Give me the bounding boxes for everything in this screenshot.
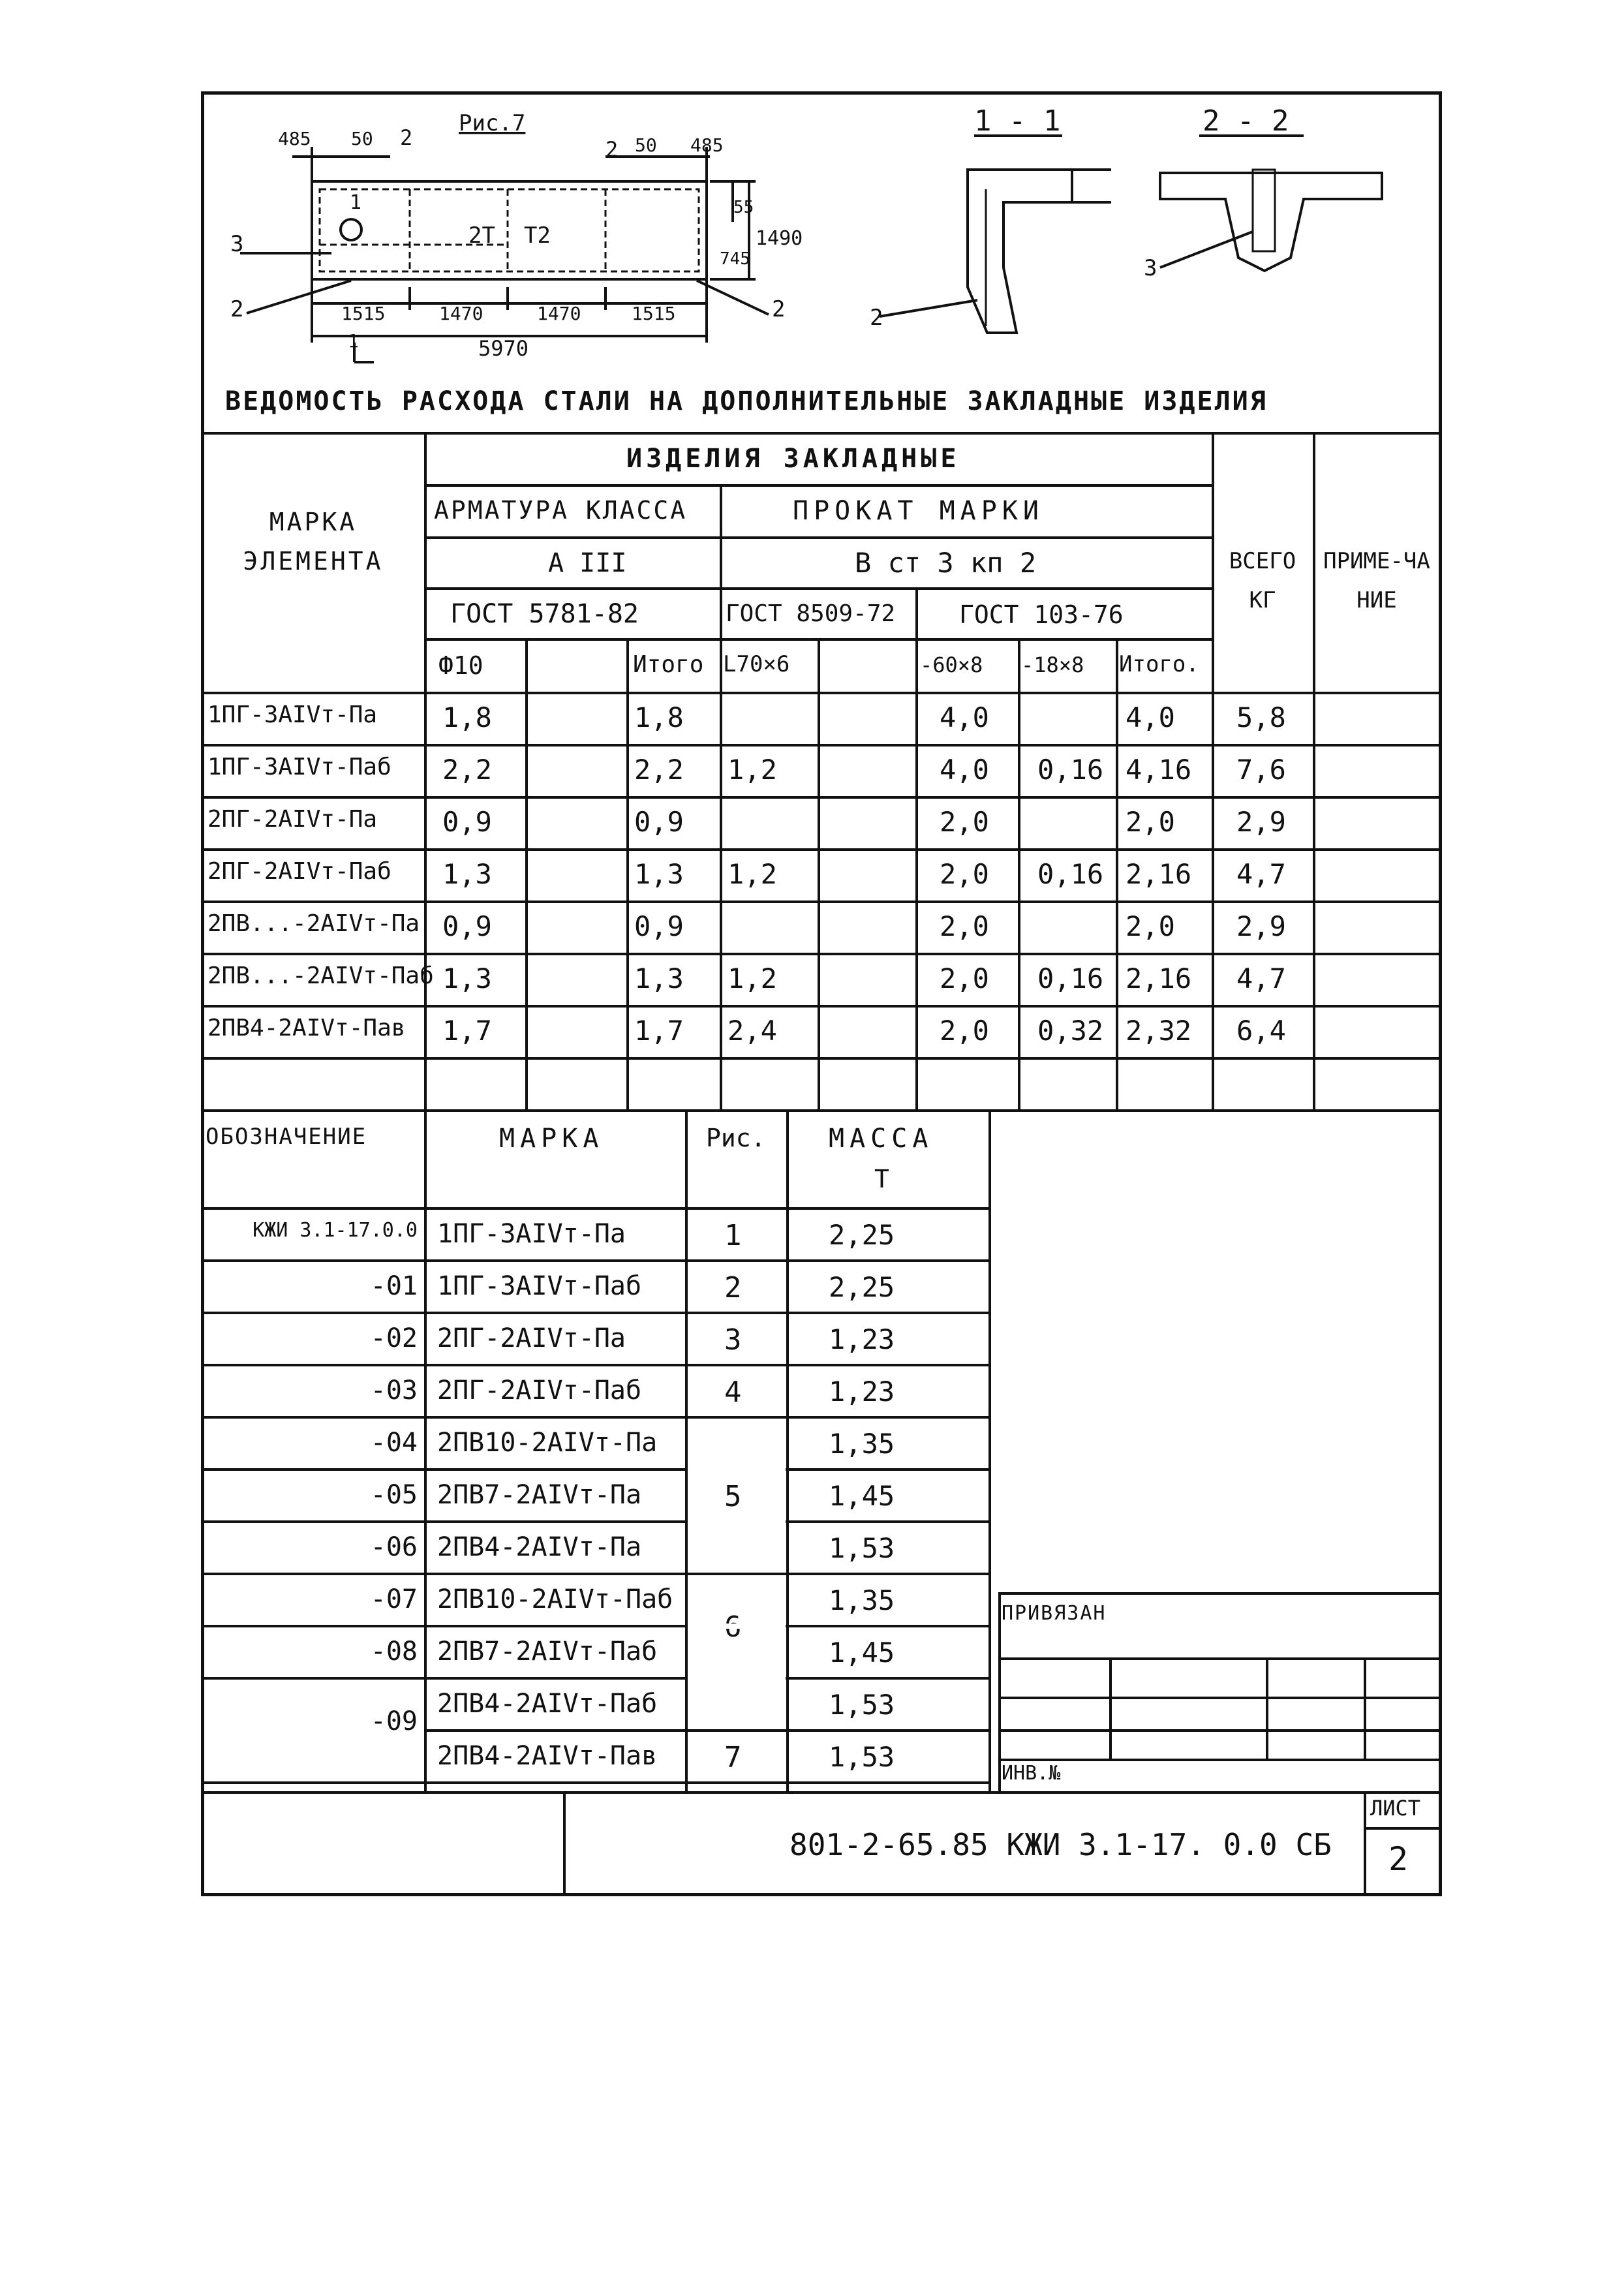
steel-cell: 0,9 — [442, 806, 492, 838]
steel-cell: 4,0 — [940, 754, 989, 786]
spec-hdr-mass: МАССА — [829, 1124, 934, 1154]
sub-l70: L70×6 — [723, 651, 790, 677]
spec-mark: 2ПГ-2АIVт-Па — [437, 1323, 626, 1353]
steel-cell: 6,4 — [1236, 1015, 1286, 1047]
steel-cell: 1,8 — [442, 701, 492, 733]
spec-designation: -06 — [370, 1532, 418, 1562]
steel-cell: 2,0 — [940, 806, 989, 838]
steel-row-mark: 2ПВ...-2АIVт-Па — [207, 910, 420, 937]
spec-designation: -09 — [370, 1706, 418, 1736]
spec-mass: 1,23 — [829, 1323, 895, 1355]
spec-designation: -04 — [370, 1428, 418, 1458]
sub-total-rolled: Итого. — [1119, 651, 1199, 677]
inner-label-2t: 2Т — [468, 223, 495, 249]
callout-2-right: 2 — [772, 296, 786, 322]
spec-mark: 2ПВ4-2АIVт-Паб — [437, 1689, 658, 1719]
slab-inner-outline — [320, 189, 699, 271]
spec-designation: -07 — [370, 1584, 418, 1614]
hdr-rebar: АРМАТУРА КЛАССА — [434, 496, 688, 525]
steel-cell: 2,9 — [1236, 806, 1286, 838]
steel-cell: 4,0 — [940, 701, 989, 733]
section-1-callout: 2 — [870, 305, 883, 331]
spec-fig: 3 — [724, 1323, 742, 1357]
stamp-sheet-label: ЛИСТ — [1370, 1796, 1421, 1821]
steel-cell: 0,16 — [1037, 754, 1104, 786]
steel-cell: 2,2 — [442, 754, 492, 786]
steel-row-mark: 2ПВ...-2АIVт-Паб — [207, 962, 434, 989]
spec-designation: -08 — [370, 1637, 418, 1667]
section-2-callout: 3 — [1144, 255, 1157, 281]
hdr-gost1: ГОСТ 8509-72 — [726, 600, 896, 627]
hdr-rebar-class: А III — [548, 548, 627, 578]
dim-bottom-3: 1470 — [537, 303, 581, 324]
stamp-sheet-number: 2 — [1388, 1840, 1409, 1878]
dim-top-left-2: 50 — [351, 128, 373, 149]
steel-row-mark: 1ПГ-3АIVт-Паб — [207, 754, 391, 780]
lifting-loop-mark — [341, 219, 361, 240]
sub-18x8: -18×8 — [1021, 653, 1084, 677]
spec-mark: 1ПГ-3АIVт-Па — [437, 1219, 626, 1249]
dim-bottom-4: 1515 — [632, 303, 676, 324]
inner-label-t2: Т2 — [524, 223, 551, 249]
steel-row-mark: 1ПГ-3АIVт-Па — [207, 701, 378, 728]
dim-right-55: 55 — [733, 198, 754, 217]
dim-right-745: 745 — [720, 249, 750, 269]
dim-total: 5970 — [478, 336, 529, 361]
steel-cell: 0,32 — [1037, 1015, 1104, 1047]
hdr-element: МАРКА ЭЛЕМЕНТА — [243, 508, 384, 576]
stamp-bound: ПРИВЯЗАН — [1002, 1602, 1107, 1625]
steel-cell: 2,0 — [940, 1015, 989, 1047]
stamp-doc-code: 801-2-65.85 КЖИ 3.1-17. 0.0 СБ — [789, 1827, 1332, 1862]
hdr-gost2: ГОСТ 103-76 — [959, 600, 1124, 629]
spec-hdr-mass-unit: Т — [874, 1165, 889, 1193]
spec-designation: -05 — [370, 1480, 418, 1510]
spec-designation: -01 — [370, 1271, 418, 1301]
steel-cell: 1,3 — [442, 962, 492, 994]
spec-mark: 2ПВ4-2АIVт-Пав — [437, 1741, 658, 1771]
spec-mark: 2ПВ4-2АIVт-Па — [437, 1532, 642, 1562]
spec-mark: 1ПГ-3АIVт-Паб — [437, 1271, 642, 1301]
steel-table-title: ВЕДОМОСТЬ РАСХОДА СТАЛИ НА ДОПОЛНИТЕЛЬНЫЕ ЗАКЛАДНЫЕ ИЗДЕЛИЯ — [225, 386, 1268, 416]
spec-mark: 2ПВ10-2АIVт-Па — [437, 1428, 658, 1458]
steel-cell: 1,7 — [442, 1015, 492, 1047]
sub-total-rebar: Итого — [633, 651, 704, 678]
steel-cell: 0,16 — [1037, 962, 1104, 994]
steel-row-mark: 2ПГ-2АIVт-Па — [207, 806, 378, 833]
steel-cell: 4,7 — [1236, 962, 1286, 994]
steel-cell: 4,0 — [1126, 701, 1175, 733]
dim-right-1490: 1490 — [756, 227, 803, 250]
steel-cell: 2,9 — [1236, 910, 1286, 942]
spec-mass: 2,25 — [829, 1219, 895, 1251]
steel-cell: 2,0 — [1126, 806, 1175, 838]
spec-mass: 1,45 — [829, 1637, 895, 1669]
steel-cell: 2,2 — [634, 754, 684, 786]
spec-mass: 1,35 — [829, 1428, 895, 1460]
steel-cell: 1,2 — [728, 754, 777, 786]
steel-cell: 2,0 — [940, 962, 989, 994]
hdr-rolled-grade: В ст 3 кп 2 — [855, 547, 1037, 579]
spec-designation: -02 — [370, 1323, 418, 1353]
hdr-note: ПРИМЕ-ЧАНИЕ — [1323, 548, 1430, 613]
steel-cell: 1,2 — [728, 962, 777, 994]
hdr-rolled: ПРОКАТ МАРКИ — [793, 496, 1044, 526]
spec-mark: 2ПВ7-2АIVт-Паб — [437, 1637, 658, 1667]
steel-cell: 4,16 — [1126, 754, 1192, 786]
reinforcement-drawing — [201, 91, 1442, 431]
dim-top-left-3: 2 — [400, 125, 413, 150]
steel-cell: 1,3 — [634, 858, 684, 890]
steel-cell: 1,3 — [442, 858, 492, 890]
spec-fig: 4 — [724, 1376, 742, 1409]
section-1-profile — [968, 170, 1072, 333]
steel-cell: 2,0 — [940, 858, 989, 890]
spec-mass: 2,25 — [829, 1271, 895, 1303]
steel-cell: 1,8 — [634, 701, 684, 733]
steel-cell: 2,4 — [728, 1015, 777, 1047]
spec-mass: 1,23 — [829, 1376, 895, 1408]
hdr-rebar-gost: ГОСТ 5781-82 — [450, 599, 639, 629]
dim-top-right-3: 485 — [690, 134, 724, 156]
spec-designation: КЖИ 3.1-17.0.0 — [253, 1219, 418, 1242]
slab-plan-outline — [312, 181, 707, 279]
steel-cell: 2,0 — [940, 910, 989, 942]
spec-mass: 1,53 — [829, 1532, 895, 1564]
callout-3: 3 — [230, 231, 244, 257]
inner-label-1: 1 — [350, 191, 362, 214]
spec-mark: 2ПВ10-2АIVт-Паб — [437, 1584, 673, 1614]
spec-mass: 1,53 — [829, 1741, 895, 1773]
steel-cell: 4,7 — [1236, 858, 1286, 890]
steel-cell: 0,9 — [442, 910, 492, 942]
steel-cell: 2,0 — [1126, 910, 1175, 942]
dim-top-right-1: 2 — [605, 137, 619, 162]
steel-row-mark: 2ПГ-2АIVт-Паб — [207, 858, 391, 885]
spec-mass: 1,53 — [829, 1689, 895, 1721]
steel-cell: 2,32 — [1126, 1015, 1192, 1047]
section-2-profile — [1160, 173, 1382, 271]
spec-mass: 1,45 — [829, 1480, 895, 1512]
dim-bottom-1: 1515 — [341, 303, 386, 324]
sub-phi10: Ф10 — [438, 651, 483, 680]
spec-designation: -03 — [370, 1376, 418, 1406]
steel-cell: 1,2 — [728, 858, 777, 890]
steel-cell: 0,9 — [634, 806, 684, 838]
spec-mark: 2ПГ-2АIVт-Паб — [437, 1376, 642, 1406]
stamp-inv: ИНВ.№ — [1002, 1762, 1061, 1785]
sub-60x8: -60×8 — [920, 653, 983, 677]
hdr-items: ИЗДЕЛИЯ ЗАКЛАДНЫЕ — [626, 444, 960, 474]
callout-2-left: 2 — [230, 296, 244, 322]
dim-top-left-1: 485 — [278, 128, 311, 149]
steel-cell: 0,16 — [1037, 858, 1104, 890]
section-1-label: 1 - 1 — [974, 104, 1061, 138]
steel-cell: 1,7 — [634, 1015, 684, 1047]
section-2-label: 2 - 2 — [1203, 104, 1289, 138]
hdr-total: ВСЕГО КГ — [1229, 548, 1296, 613]
steel-cell: 7,6 — [1236, 754, 1286, 786]
steel-cell: 2,16 — [1126, 858, 1192, 890]
spec-hdr-fig: Рис. — [706, 1124, 766, 1152]
steel-cell: 1,3 — [634, 962, 684, 994]
steel-cell: 5,8 — [1236, 701, 1286, 733]
dim-top-right-2: 50 — [635, 134, 657, 156]
section-mark: 1 — [348, 330, 359, 352]
dim-bottom-2: 1470 — [439, 303, 483, 324]
spec-fig: 7 — [724, 1741, 742, 1774]
spec-mass: 1,35 — [829, 1584, 895, 1616]
spec-mark: 2ПВ7-2АIVт-Па — [437, 1480, 642, 1510]
spec-hdr-designation: ОБОЗНАЧЕНИЕ — [206, 1124, 367, 1150]
fig-label: Рис.7 — [459, 110, 526, 136]
steel-cell: 0,9 — [634, 910, 684, 942]
steel-cell: 2,16 — [1126, 962, 1192, 994]
spec-fig: 5 — [724, 1480, 742, 1513]
steel-row-mark: 2ПВ4-2АIVт-Пав — [207, 1015, 406, 1041]
spec-hdr-mark: МАРКА — [499, 1124, 604, 1154]
spec-fig: 2 — [724, 1271, 742, 1304]
spec-fig: 1 — [724, 1219, 742, 1252]
